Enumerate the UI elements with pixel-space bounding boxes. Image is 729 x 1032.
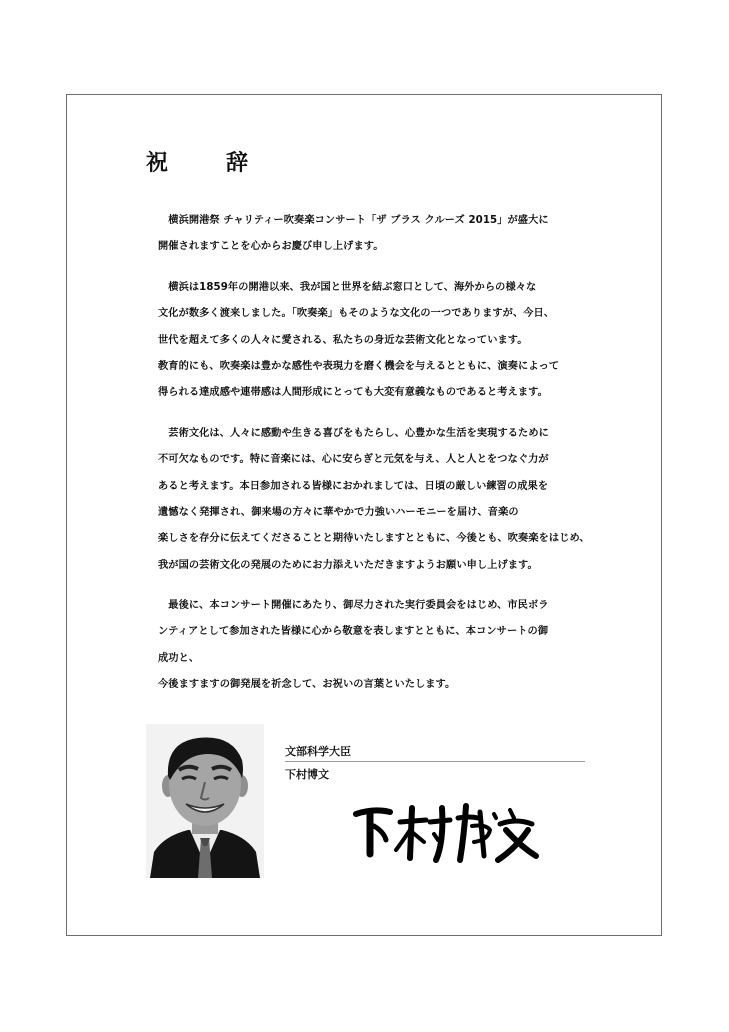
- paragraph-3: [158, 421, 590, 579]
- text-line: 不可欠なものです。特に音楽には、心に安らぎと元気を与え、人と人とをつなぐ力が: [158, 454, 549, 466]
- text-line: 楽しさを存分に伝えてくださることと期待いたしますとともに、今後とも、吹奏楽をはじめ、: [158, 533, 590, 545]
- text-line: 横浜は1859年の開港以来、我が国と世界を結ぶ窓口として、海外からの様々な: [158, 281, 537, 293]
- text-line: 世代を超えて多くの人々に愛される、私たちの身近な芸術文化となっています。: [158, 334, 528, 346]
- portrait-figure: [146, 724, 264, 878]
- message-body: [158, 208, 590, 713]
- text-line: 教育的にも、吹奏楽は豊かな感性や表現力を磨く機会を与えるとともに、演奏によって: [158, 360, 560, 372]
- text-line: 最後に、本コンサート開催にあたり、御尽力された実行委員会をはじめ、市民ボランティアとして参加された皆様に心から敬意を表しますとともに、本コンサートの御成功と、: [158, 600, 549, 664]
- text-line: 我が国の芸術文化の発展のためにお力添えいただきますようお願い申し上げます。: [158, 559, 538, 571]
- text-line: 得られる達成感や連帯感は人間形成にとっても大変有意義なものであると考えます。: [158, 387, 548, 399]
- signer-position: 文部科学大臣: [285, 744, 585, 762]
- text-line: 芸術文化は、人々に感動や生きる喜びをもたらし、心豊かな生活を実現するために: [158, 427, 549, 439]
- signer-name: 下村博文: [285, 768, 329, 781]
- text-line: あると考えます。本日参加される皆様におかれましては、日頃の厳しい練習の成果を: [158, 480, 549, 492]
- paragraph-2: [158, 275, 558, 407]
- paragraph-4: [158, 593, 558, 699]
- text-line: 遺憾なく発揮され、御来場の方々に華やかで力強いハーモニーを届け、音楽の: [158, 506, 519, 518]
- handwritten-signature: [350, 796, 540, 868]
- portrait-photo: [146, 724, 264, 878]
- text-line: 今後ますますの御発展を祈念して、お祝いの言葉といたします。: [158, 679, 456, 691]
- text-line: 横浜開港祭 チャリティー吹奏楽コンサート「ザ ブラス クルーズ 2015」が盛大に: [158, 215, 549, 226]
- text-line: 文化が数多く渡来しました。「吹奏楽」もそのような文化の一つでありますが、今日、: [158, 308, 555, 320]
- paragraph-1: [158, 208, 558, 261]
- signer-block: [285, 744, 585, 783]
- text-line: 開催されますことを心からお慶び申し上げます。: [158, 241, 384, 253]
- page-title: 祝 辞: [146, 150, 267, 176]
